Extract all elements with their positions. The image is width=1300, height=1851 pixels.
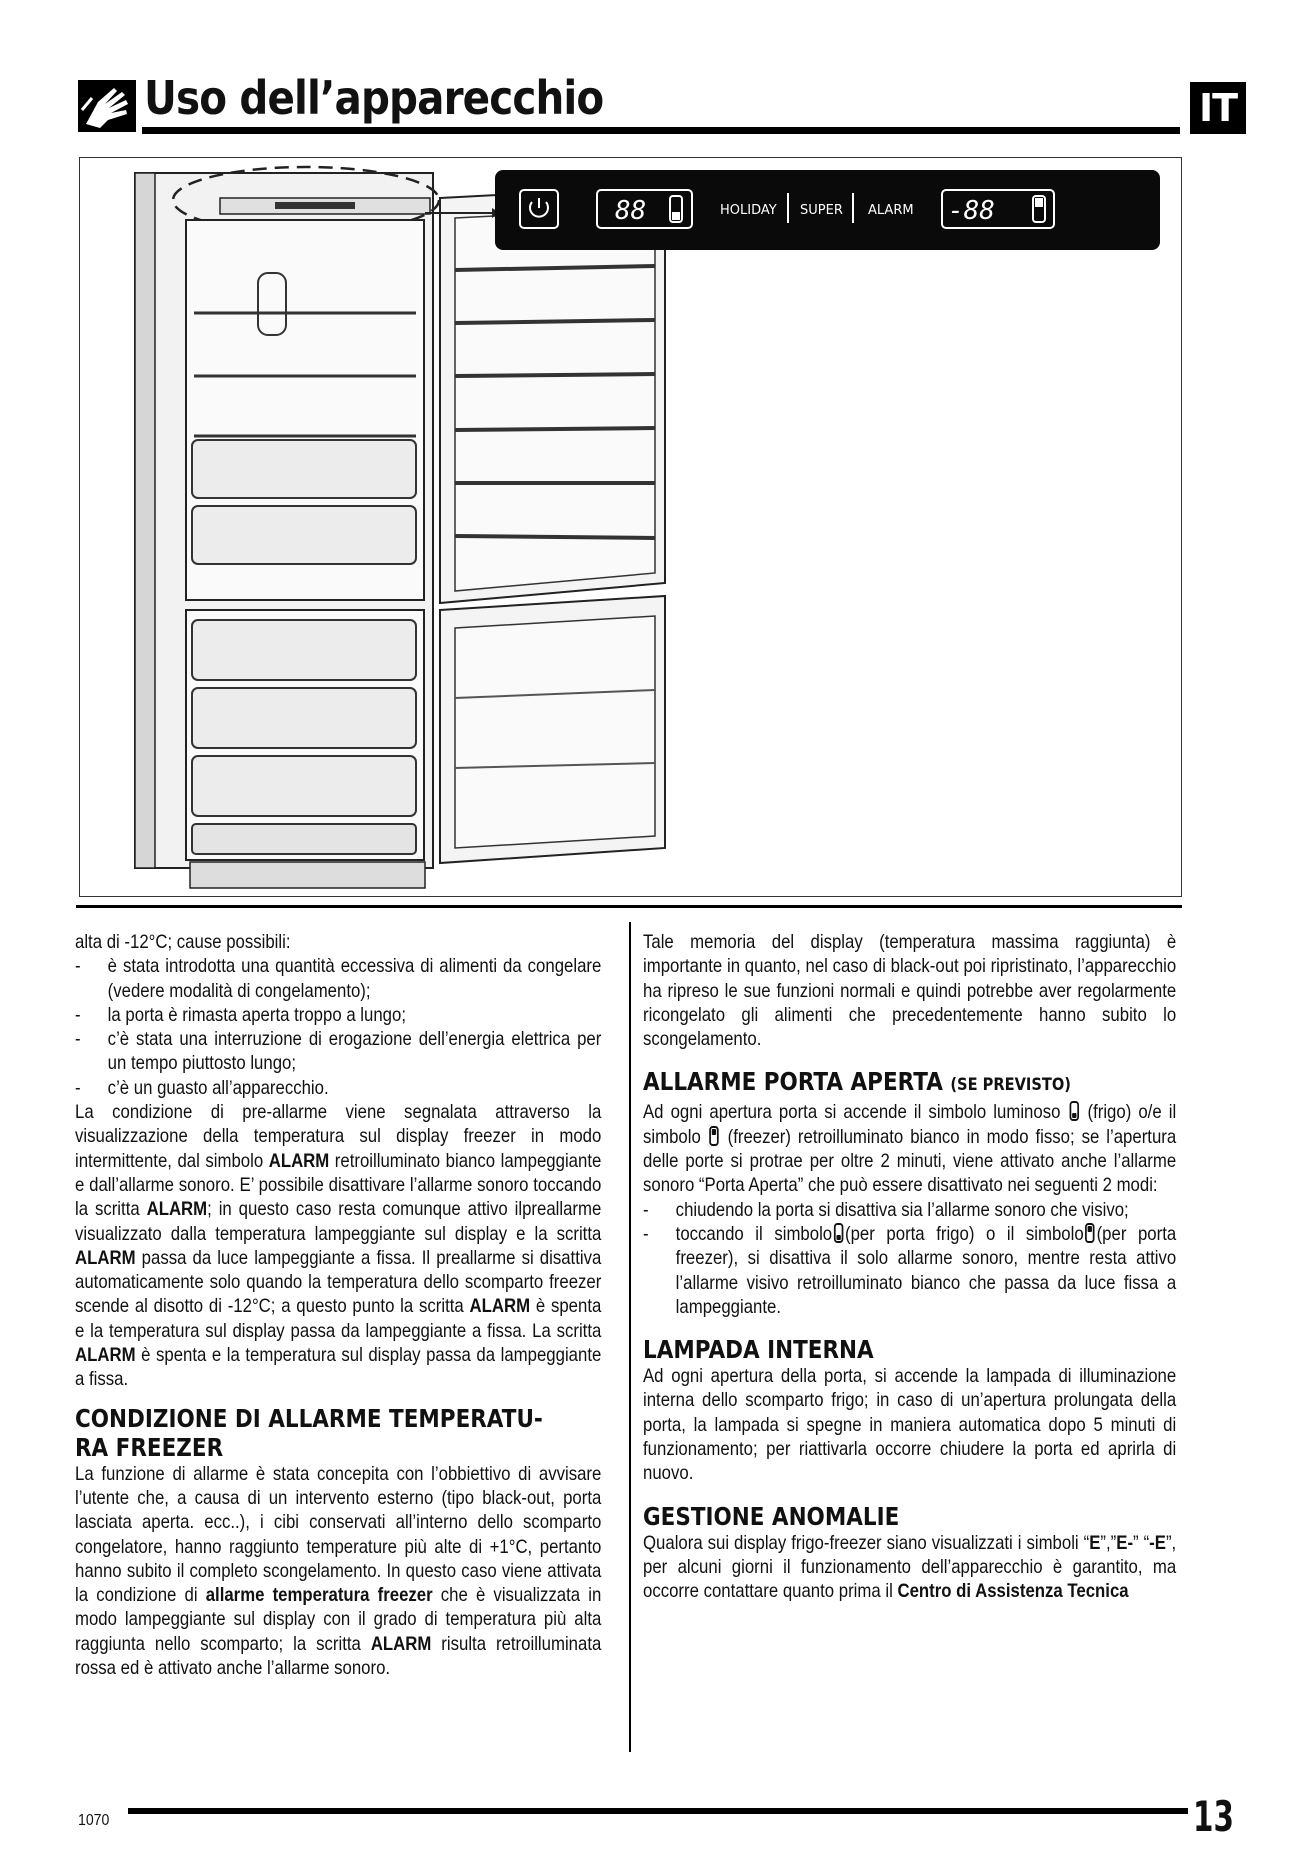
heading-internal-lamp: LAMPADA INTERNA xyxy=(643,1335,874,1365)
list-item: - c’è un guasto all’apparecchio. xyxy=(75,1076,329,1099)
fridge-door-icon xyxy=(834,1223,843,1243)
freezer-door-icon xyxy=(1085,1223,1094,1243)
freezer-alarm-paragraph: La funzione di allarme è stata concepita con l’obbiettivo di avvisare l’utente che, a causa di un intervento esterno (tipo black-out, porta lasciata aperta. ecc..), i cibi conservati all’interno dello scomparto congelatore, hanno raggiunto temperature più alte di +1°C, pertanto hanno subito il completo scongelamento. In questo caso viene attivata la condizione di allarme temperatura freezer che è visualizzata in modo lampeggiante sul display con il grado di temperatura più alta raggiunta nello scomparto; la scritta ALARM risulta retroilluminata rossa ed è attivato anche l’allarme sonoro. xyxy=(75,1462,602,1680)
fridge-door-icon xyxy=(1069,1101,1078,1121)
fridge-drawing xyxy=(80,158,1182,897)
hand-icon xyxy=(78,80,136,132)
alarm-button[interactable]: ALARM xyxy=(868,203,914,218)
column-divider xyxy=(629,922,631,1752)
figure-rule xyxy=(76,905,1182,908)
fault-management-paragraph: Qualora sui display frigo-freezer siano visualizzati i simboli “E”,”E-” “-E”, per alcuni giorni il funzionamento dell’apparecchio è garantito, ma occorre contattare quanto prima il Centro di Assistenza Tecnica xyxy=(643,1531,1177,1603)
freezer-display-value: -88 xyxy=(948,196,995,226)
heading-freezer-alarm: CONDIZIONE DI ALLARME TEMPERATU- RA FREEZER xyxy=(75,1403,543,1462)
right-column xyxy=(643,930,1176,1604)
fridge-display-value: 88 xyxy=(615,196,647,226)
intro-text: alta di -12°C; cause possibili: xyxy=(75,931,291,953)
language-badge: IT xyxy=(1190,82,1246,134)
list-item: - è stata introdotta una quantità eccessiva di alimenti da congelare (vedere modalità di congelamento); xyxy=(75,955,602,1002)
left-column xyxy=(75,930,601,1680)
fridge-illustration xyxy=(79,157,1182,897)
footer-rule xyxy=(128,1808,1188,1814)
internal-lamp-paragraph: Ad ogni apertura della porta, si accende la lampada di illuminazione interna dello scomparto frigo; in caso di un’apertura prolungata della porta, la lampada si spegne in maniera automatica dopo 5 minuti di funzionamento; per riattivarla occorre chiudere la porta ed aprirla di nuovo. xyxy=(643,1365,1177,1485)
list-item: - c’è stata una interruzione di erogazione dell’energia elettrica per un tempo piuttosto lungo; xyxy=(75,1028,602,1075)
freezer-door-icon xyxy=(709,1126,718,1146)
document-code: 1070 xyxy=(78,1812,110,1829)
prealarm-paragraph: La condizione di pre-allarme viene segnalata attraverso la visualizzazione della temperatura sul display freezer in modo intermittente, dal simbolo ALARM retroilluminato bianco lampeggiante e dall’allarme sonoro. E’ possibile disattivare l’allarme sonoro toccando la scritta ALARM; in questo caso resta comunque attivo ilpreallarme visualizzato dalla temperatura lampeggiante sul display e la scritta ALARM passa da luce lampeggiante a fissa. Il preallarme si disattiva automaticamente solo quando la temperatura dello scomparto freezer scende al disotto di -12°C; a questo punto la scritta ALARM è spenta e la temperatura sul display passa da lampeggiante a fissa. La scritta ALARM è spenta e la temperatura sul display passa da lampeggiante a fissa. xyxy=(75,1101,602,1391)
display-memory-paragraph: Tale memoria del display (temperatura massima raggiunta) è importante in quanto, nel caso di black-out poi ripristinato, l’apparecchio ha ripreso le sue funzioni normali e quindi potrebbe aver regolarmente ricongelato gli alimenti che precedentemente hanno subito lo scongelamento. xyxy=(643,931,1177,1051)
title-rule xyxy=(142,127,1180,134)
heading-fault-management: GESTIONE ANOMALIE xyxy=(643,1501,900,1531)
list-item: - toccando il simbolo (per porta frigo) o il simbolo (per porta freezer), si disattiva il solo allarme sonoro, mentre resta attivo l’allarme visivo retroilluminato bianco che passa da luce fissa a lampeggiante. xyxy=(643,1222,1177,1318)
holiday-button[interactable]: HOLIDAY xyxy=(720,203,777,218)
page-number: 13 xyxy=(1193,1792,1234,1841)
list-item: - la porta è rimasta aperta troppo a lungo; xyxy=(75,1003,407,1026)
super-button[interactable]: SUPER xyxy=(800,203,843,218)
list-item: - chiudendo la porta si disattiva sia l’allarme sonoro che visivo; xyxy=(643,1198,1129,1221)
heading-door-alarm: ALLARME PORTA APERTA (SE PREVISTO) xyxy=(643,1067,1071,1097)
door-alarm-paragraph: Ad ogni apertura porta si accende il simbolo luminoso (frigo) o/e il simbolo (freezer) retroilluminato bianco in modo fisso; se l’apertura delle porte si protrae per oltre 2 minuti, viene attivato anche l’allarme sonoro “Porta Aperta” che può essere disattivato nei seguenti 2 modi: xyxy=(643,1101,1177,1197)
page-title: Uso dell’apparecchio xyxy=(144,71,604,125)
